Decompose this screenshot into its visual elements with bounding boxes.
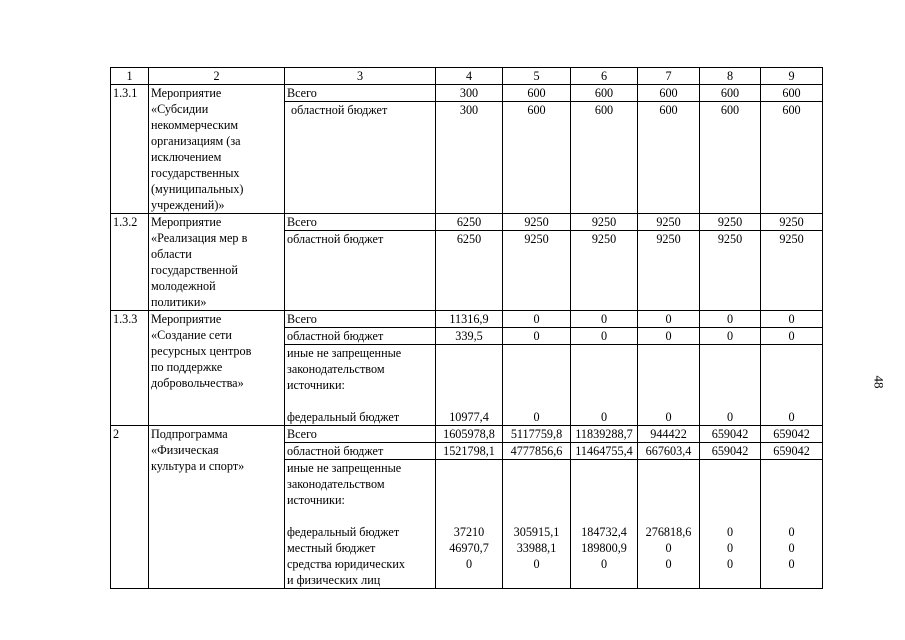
value-cell: 0	[503, 311, 571, 328]
value-cell: 0 0 0	[761, 460, 823, 589]
value-cell: 339,5	[436, 328, 503, 345]
value-cell: 4777856,6	[503, 443, 571, 460]
value-cell: 600	[571, 85, 638, 102]
value-cell: 600	[761, 85, 823, 102]
value-cell: 600	[503, 102, 571, 214]
row-name: Мероприятие «Создание сети ресурсных центров по поддержке добровольчества»	[149, 311, 285, 426]
source-cell: Всего	[285, 214, 436, 231]
row-name: Подпрограмма «Физическая культура и спорт»	[149, 426, 285, 589]
value-cell: 600	[761, 102, 823, 214]
value-cell: 9250	[503, 231, 571, 311]
value-cell: 9250	[761, 214, 823, 231]
value-cell: 0	[761, 345, 823, 426]
source-cell: областной бюджет	[285, 443, 436, 460]
value-cell: 0 0 0	[700, 460, 761, 589]
value-cell: 37210 46970,7 0	[436, 460, 503, 589]
value-cell: 305915,1 33988,1 0	[503, 460, 571, 589]
source-cell: Всего	[285, 85, 436, 102]
value-cell: 9250	[503, 214, 571, 231]
value-cell: 600	[638, 85, 700, 102]
value-cell: 11316,9	[436, 311, 503, 328]
table-row	[111, 426, 823, 443]
row-code: 1.3.1	[111, 85, 149, 214]
value-cell: 0	[700, 328, 761, 345]
value-cell: 600	[571, 102, 638, 214]
header-cell: 9	[761, 68, 823, 85]
row-code: 2	[111, 426, 149, 589]
row-name: Мероприятие «Субсидии некоммерческим организациям (за исключением государственных (муниципальных) учреждений)»	[149, 85, 285, 214]
header-cell: 3	[285, 68, 436, 85]
value-cell: 0	[761, 328, 823, 345]
value-cell: 0	[700, 311, 761, 328]
value-cell: 300	[436, 102, 503, 214]
value-cell: 9250	[700, 214, 761, 231]
budget-table	[110, 67, 823, 589]
value-cell: 9250	[638, 231, 700, 311]
source-cell: областной бюджет	[285, 102, 436, 214]
value-cell: 5117759,8	[503, 426, 571, 443]
header-cell: 7	[638, 68, 700, 85]
value-cell: 0	[638, 311, 700, 328]
value-cell: 667603,4	[638, 443, 700, 460]
value-cell: 944422	[638, 426, 700, 443]
header-row	[111, 68, 823, 85]
row-code: 1.3.2	[111, 214, 149, 311]
source-cell: Всего	[285, 426, 436, 443]
value-cell: 659042	[761, 426, 823, 443]
value-cell: 0	[503, 328, 571, 345]
value-cell: 600	[503, 85, 571, 102]
source-cell: Всего	[285, 311, 436, 328]
header-cell: 2	[149, 68, 285, 85]
value-cell: 1521798,1	[436, 443, 503, 460]
value-cell: 600	[700, 102, 761, 214]
value-cell: 9250	[571, 214, 638, 231]
value-cell: 0	[571, 311, 638, 328]
source-cell: иные не запрещенные законодательством источники: федеральный бюджет	[285, 345, 436, 426]
value-cell: 659042	[700, 443, 761, 460]
value-cell: 9250	[761, 231, 823, 311]
page-number: 48	[871, 375, 887, 389]
value-cell: 9250	[638, 214, 700, 231]
value-cell: 0	[571, 328, 638, 345]
value-cell: 1605978,8	[436, 426, 503, 443]
value-cell: 11839288,7	[571, 426, 638, 443]
table-row	[111, 311, 823, 328]
source-cell: иные не запрещенные законодательством источники: федеральный бюджет местный бюджет средства юридических и физических лиц	[285, 460, 436, 589]
value-cell: 6250	[436, 231, 503, 311]
value-cell: 9250	[700, 231, 761, 311]
value-cell: 9250	[571, 231, 638, 311]
row-name: Мероприятие «Реализация мер в области государственной молодежной политики»	[149, 214, 285, 311]
value-cell: 659042	[761, 443, 823, 460]
value-cell: 0	[571, 345, 638, 426]
value-cell: 10977,4	[436, 345, 503, 426]
value-cell: 0	[761, 311, 823, 328]
header-cell: 6	[571, 68, 638, 85]
header-cell: 5	[503, 68, 571, 85]
source-cell: областной бюджет	[285, 231, 436, 311]
value-cell: 600	[638, 102, 700, 214]
value-cell: 6250	[436, 214, 503, 231]
value-cell: 600	[700, 85, 761, 102]
value-cell: 11464755,4	[571, 443, 638, 460]
source-cell: областной бюджет	[285, 328, 436, 345]
value-cell: 659042	[700, 426, 761, 443]
table-row	[111, 85, 823, 102]
row-code: 1.3.3	[111, 311, 149, 426]
header-cell: 1	[111, 68, 149, 85]
value-cell: 0	[638, 328, 700, 345]
value-cell: 276818,6 0 0	[638, 460, 700, 589]
value-cell: 0	[638, 345, 700, 426]
table-row	[111, 214, 823, 231]
value-cell: 300	[436, 85, 503, 102]
value-cell: 184732,4 189800,9 0	[571, 460, 638, 589]
header-cell: 4	[436, 68, 503, 85]
value-cell: 0	[503, 345, 571, 426]
value-cell: 0	[700, 345, 761, 426]
header-cell: 8	[700, 68, 761, 85]
